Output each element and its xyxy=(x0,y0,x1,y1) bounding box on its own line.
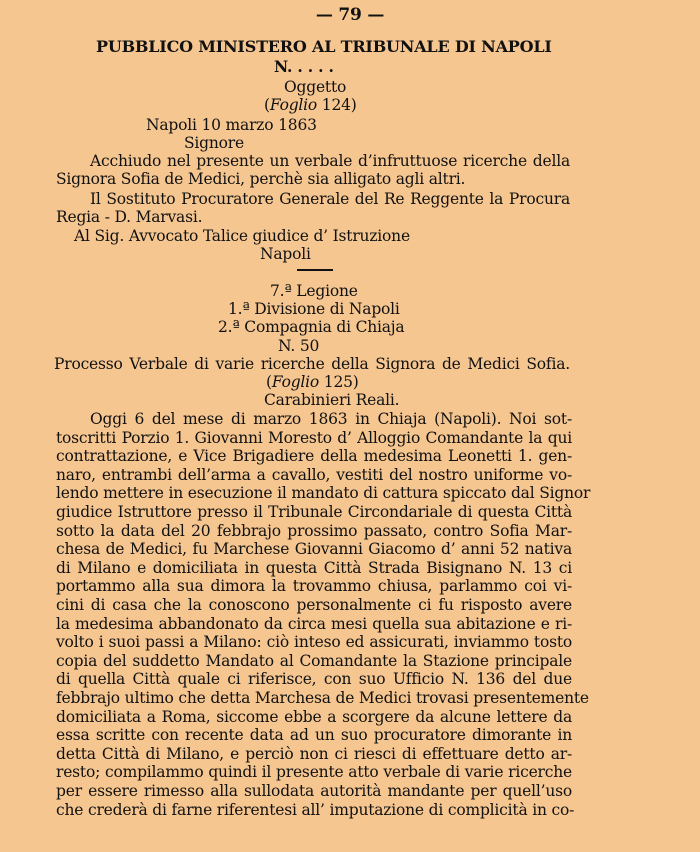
body-text-line: toscritti Porzio 1. Giovanni Moresto d’ Alloggio Comandante la qui xyxy=(56,428,572,447)
body-text-line: chesa de Medici, fu Marchese Giovanni Giacomo d’ anni 52 nativa xyxy=(56,540,572,559)
body-text-line: detta Città di Milano, e perciò non ci riesci di effettuare detto ar- xyxy=(56,744,572,763)
body-text-line: giudice Istruttore presso il Tribunale Circondariale di questa Città xyxy=(56,503,572,521)
body-text-line: domiciliata a Roma, siccome ebbe a scorgere da alcune lettere da xyxy=(56,707,572,726)
office-heading: PUBBLICO MINISTERO AL TRIBUNALE DI NAPOLI xyxy=(96,37,552,56)
body-text-line: portammo alla sua dimora la trovammo chiusa, parlammo coi vi- xyxy=(56,577,572,596)
folio-reference: (Foglio 124) xyxy=(264,96,357,114)
body-text-line: naro, entrambi dell’arma a cavallo, vestiti del nostro uniforme vo- xyxy=(56,465,572,484)
body-text-line: essa scritte con recente data ad un suo procuratore dimorante in xyxy=(56,726,572,745)
body-text-line: per essere rimesso alla sullodata autorità mandante per quell’uso xyxy=(56,782,572,800)
body-text-line: di quella Città quale ci riferisce, con suo Ufficio N. 136 del due xyxy=(56,670,572,689)
body-text-line: volto i suoi passi a Milano: ciò inteso ed assicurati, inviammo tosto xyxy=(56,633,572,652)
body-text-line: cini di casa che la conoscono personalmente ci fu risposto avere xyxy=(56,596,572,614)
body-text-line: resto; compilammo quindi il presente atto verbale di varie ricerche xyxy=(56,763,572,782)
report-number: N. 50 xyxy=(278,337,320,355)
report-legion: 7.ª Legione xyxy=(270,282,358,300)
header-number: N. . . . . xyxy=(274,57,334,76)
body-text-line: sotto la data del 20 febbrajo prossimo passato, contro Sofia Mar- xyxy=(56,521,572,540)
letter-signature-line: Il Sostituto Procuratore Generale del Re Reggente la Procura xyxy=(90,190,570,208)
body-text-line: di Milano e domiciliata in questa Città Strada Bisignano N. 13 ci xyxy=(56,558,572,577)
letter-date: Napoli 10 marzo 1863 xyxy=(146,116,317,134)
letter-city: Napoli xyxy=(260,245,311,263)
body-text-line: contrattazione, e Vice Brigadiere della medesima Leonetti 1. gen- xyxy=(56,447,572,466)
report-corps: Carabinieri Reali. xyxy=(264,391,400,409)
letter-body-line: Acchiudo nel presente un verbale d’infruttuose ricerche della xyxy=(90,152,570,170)
letter-signature-line: Regia - D. Marvasi. xyxy=(56,208,203,226)
report-folio-reference: (Foglio 125) xyxy=(266,373,359,391)
report-title: Processo Verbale di varie ricerche della Signora de Medici Sofia. xyxy=(54,355,570,373)
salutation: Signore xyxy=(184,134,244,152)
report-division: 1.ª Divisione di Napoli xyxy=(228,300,400,318)
section-divider xyxy=(297,269,333,271)
page-number: — 79 — xyxy=(315,5,385,25)
body-text-line: la medesima abbandonato da circa mesi quella sua abitazione e ri- xyxy=(56,614,572,633)
report-company: 2.ª Compagnia di Chiaja xyxy=(218,318,405,336)
letter-body-line: Signora Sofia de Medici, perchè sia alligato agli altri. xyxy=(56,170,466,188)
body-text-line: lendo mettere in esecuzione il mandato di cattura spiccato dal Signor xyxy=(56,484,591,503)
body-text-line: febbrajo ultimo che detta Marchesa de Medici trovasi presentemente xyxy=(56,689,589,707)
body-text-line: copia del suddetto Mandato al Comandante la Stazione principale xyxy=(56,651,572,670)
body-text-line: che crederà di farne riferentesi all’ imputazione di complicità in co- xyxy=(56,800,575,819)
body-text-line: Oggi 6 del mese di marzo 1863 in Chiaja (Napoli). Noi sot- xyxy=(90,410,572,428)
letter-address: Al Sig. Avvocato Talice giudice d’ Istruzione xyxy=(74,227,410,245)
subject-label: Oggetto xyxy=(284,78,347,96)
